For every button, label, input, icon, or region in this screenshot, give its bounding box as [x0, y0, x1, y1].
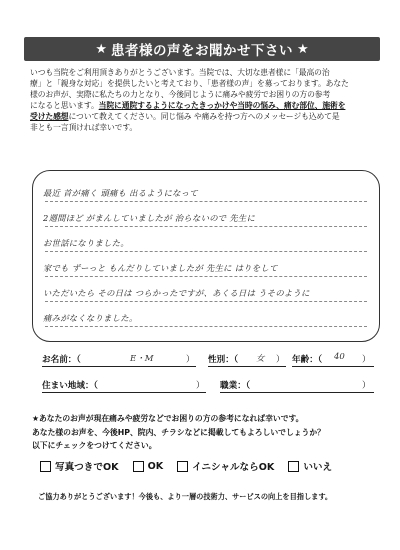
option-label: イニシャルならOK — [192, 462, 275, 473]
option-ok[interactable] — [133, 461, 164, 472]
job-close: ） — [362, 381, 371, 391]
gender-close: ） — [276, 355, 285, 365]
intro-line: 非とも一言頂ければ幸いです。 — [30, 123, 138, 133]
option-initials-ok[interactable] — [177, 459, 274, 473]
handwritten-line: お世話になりました。 — [43, 238, 129, 248]
option-label: OK — [147, 460, 164, 472]
thanks-message: ご協力ありがとうございます！今後も、より一層の技術力、サービスの向上を目指します。 — [38, 492, 333, 501]
option-label: 写真つきでOK — [55, 462, 119, 473]
intro-line: いつも当院をご利用頂きありがとうございます。当院では、大切な患者様に「最高の治 — [30, 68, 330, 77]
area-label: 住まい地域：（ — [42, 381, 98, 391]
ruled-line — [45, 201, 367, 202]
ruled-line — [45, 301, 367, 302]
name-label: お名前：（ — [42, 355, 81, 365]
checkbox[interactable] — [177, 461, 188, 472]
ruled-line — [45, 251, 367, 252]
star-icon: ★ — [95, 41, 107, 57]
intro-line: 療」と「親身な対応」を提供したいと考えており、「患者様の声」を募っております。あなた — [30, 79, 349, 89]
handwritten-line: 痛みがなくなりました。 — [43, 313, 138, 323]
job-underline — [220, 392, 374, 393]
ruled-line — [45, 226, 367, 227]
name-value: E・M — [130, 354, 154, 364]
option-label: いいえ — [303, 462, 333, 473]
age-close: ） — [362, 355, 371, 365]
intro-text — [30, 67, 380, 134]
option-no[interactable] — [288, 459, 332, 473]
age-underline — [292, 366, 374, 367]
gender-label: 性別：（ — [208, 355, 239, 365]
gender-value: 女 — [256, 354, 265, 364]
age-value: 40 — [334, 352, 345, 362]
handwritten-line: 2週間ほど がまんしていましたが 治らないので 先生に — [43, 213, 256, 223]
age-label: 年齢：（ — [292, 355, 323, 365]
checkbox[interactable] — [133, 461, 144, 472]
gender-underline — [208, 366, 286, 367]
intro-emphasis: 受けた感想 — [30, 112, 69, 122]
title-banner — [24, 37, 380, 61]
intro-text-part: になると思います。 — [30, 101, 99, 111]
area-close: ） — [196, 381, 205, 391]
option-photo-ok[interactable] — [40, 459, 119, 473]
intro-text-part: について教えてください。同じ悩み や痛みを持つ方へのメッセージも込めて是 — [68, 112, 340, 122]
consent-notice — [32, 412, 380, 453]
checkbox[interactable] — [288, 461, 299, 472]
handwritten-line: 家でも ずーっと もんだりしていましたが 先生に はりをして — [43, 263, 278, 273]
intro-line: 様のお声が、実際に私たちの力となり、今後同じように痛みや疲労でお困りの方の参考 — [30, 90, 331, 100]
name-close: ） — [186, 355, 195, 365]
handwritten-line: いただいたら その日は つらかったですが、あくる日は うそのように — [43, 288, 310, 298]
ruled-line — [45, 326, 367, 327]
area-underline — [42, 392, 206, 393]
consent-options — [40, 459, 380, 473]
handwritten-line: 最近 首が痛く 頭痛も 出るようになって — [43, 188, 198, 198]
intro-line — [30, 100, 380, 111]
intro-line — [30, 111, 380, 122]
ruled-line — [45, 276, 367, 277]
star-icon: ★ — [297, 41, 309, 57]
notice-line: 以下にチェックをつけてください。 — [32, 441, 157, 451]
page-title: 患者様の声をお聞かせ下さい — [111, 43, 293, 59]
job-label: 職業：（ — [220, 381, 251, 391]
name-underline — [42, 366, 196, 367]
intro-emphasis: 当院に通院するようになったきっかけや当時の悩み、痛む部位、施術を — [98, 101, 346, 111]
checkbox[interactable] — [40, 461, 51, 472]
notice-line: ★あなたのお声が現在痛みや疲労などでお困りの方の参考になれば幸いです。 — [32, 414, 304, 423]
notice-line: あなた様のお声を、今後HP、院内、チラシなどに掲載してもよろしいでしょうか？ — [32, 427, 325, 437]
handwritten-comment-box — [32, 170, 380, 342]
